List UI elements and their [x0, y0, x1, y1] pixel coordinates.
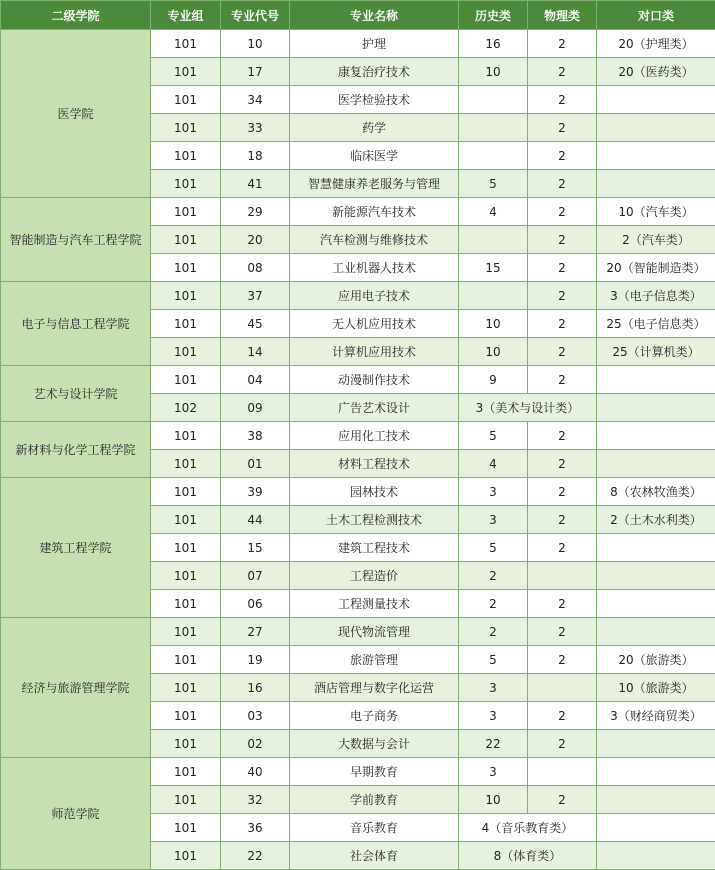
major-name-cell: 智慧健康养老服务与管理 — [290, 170, 459, 198]
major-name-cell: 工业机器人技术 — [290, 254, 459, 282]
major-group-cell: 101 — [151, 114, 221, 142]
duikou-cell: 10（旅游类） — [597, 674, 715, 702]
major-group-cell: 101 — [151, 142, 221, 170]
major-name-cell: 广告艺术设计 — [290, 394, 459, 422]
physics-cell — [528, 758, 597, 786]
physics-cell: 2 — [528, 142, 597, 170]
major-group-cell: 101 — [151, 702, 221, 730]
history-cell: 5 — [459, 422, 528, 450]
physics-cell: 2 — [528, 730, 597, 758]
physics-cell: 2 — [528, 478, 597, 506]
major-name-cell: 临床医学 — [290, 142, 459, 170]
major-code-cell: 19 — [221, 646, 290, 674]
college-name: 艺术与设计学院 — [1, 366, 151, 422]
history-cell: 10 — [459, 58, 528, 86]
duikou-cell — [597, 758, 715, 786]
major-code-cell: 18 — [221, 142, 290, 170]
major-name-cell: 工程造价 — [290, 562, 459, 590]
major-group-cell: 101 — [151, 674, 221, 702]
duikou-cell: 20（智能制造类） — [597, 254, 715, 282]
table-row — [1, 758, 715, 786]
history-cell: 10 — [459, 310, 528, 338]
history-cell: 3 — [459, 674, 528, 702]
major-code-cell: 04 — [221, 366, 290, 394]
major-code-cell: 07 — [221, 562, 290, 590]
physics-cell: 2 — [528, 366, 597, 394]
table-row — [1, 366, 715, 394]
major-group-cell: 101 — [151, 170, 221, 198]
duikou-cell — [597, 562, 715, 590]
history-cell: 5 — [459, 646, 528, 674]
physics-cell — [528, 562, 597, 590]
table-row — [1, 198, 715, 226]
duikou-cell — [597, 86, 715, 114]
major-name-cell: 现代物流管理 — [290, 618, 459, 646]
history-cell: 3 — [459, 478, 528, 506]
physics-cell: 2 — [528, 30, 597, 58]
college-name: 智能制造与汽车工程学院 — [1, 198, 151, 282]
history-physics-merged-cell: 8（体育类） — [459, 842, 597, 870]
major-code-cell: 41 — [221, 170, 290, 198]
history-cell — [459, 282, 528, 310]
major-code-cell: 36 — [221, 814, 290, 842]
physics-cell: 2 — [528, 58, 597, 86]
major-name-cell: 药学 — [290, 114, 459, 142]
major-name-cell: 医学检验技术 — [290, 86, 459, 114]
duikou-cell — [597, 422, 715, 450]
header-college: 二级学院 — [1, 1, 151, 30]
major-code-cell: 38 — [221, 422, 290, 450]
history-physics-merged-cell: 3（美术与设计类） — [459, 394, 597, 422]
physics-cell: 2 — [528, 114, 597, 142]
major-group-cell: 101 — [151, 814, 221, 842]
duikou-cell — [597, 394, 715, 422]
major-group-cell: 101 — [151, 842, 221, 870]
duikou-cell — [597, 842, 715, 870]
physics-cell: 2 — [528, 226, 597, 254]
major-group-cell: 101 — [151, 590, 221, 618]
major-group-cell: 101 — [151, 562, 221, 590]
major-group-cell: 101 — [151, 310, 221, 338]
history-physics-merged-cell: 4（音乐教育类） — [459, 814, 597, 842]
major-code-cell: 17 — [221, 58, 290, 86]
major-group-cell: 101 — [151, 366, 221, 394]
college-name: 经济与旅游管理学院 — [1, 618, 151, 758]
physics-cell: 2 — [528, 338, 597, 366]
header-major-name: 专业名称 — [290, 1, 459, 30]
major-group-cell: 101 — [151, 30, 221, 58]
major-group-cell: 101 — [151, 422, 221, 450]
table-row — [1, 478, 715, 506]
major-code-cell: 15 — [221, 534, 290, 562]
duikou-cell — [597, 730, 715, 758]
history-cell: 5 — [459, 170, 528, 198]
header-history: 历史类 — [459, 1, 528, 30]
major-code-cell: 06 — [221, 590, 290, 618]
physics-cell: 2 — [528, 534, 597, 562]
major-name-cell: 电子商务 — [290, 702, 459, 730]
major-group-cell: 101 — [151, 58, 221, 86]
major-code-cell: 37 — [221, 282, 290, 310]
duikou-cell — [597, 170, 715, 198]
physics-cell: 2 — [528, 618, 597, 646]
major-group-cell: 101 — [151, 86, 221, 114]
major-code-cell: 03 — [221, 702, 290, 730]
college-name: 新材料与化学工程学院 — [1, 422, 151, 478]
physics-cell: 2 — [528, 702, 597, 730]
duikou-cell: 3（财经商贸类） — [597, 702, 715, 730]
history-cell: 22 — [459, 730, 528, 758]
major-name-cell: 学前教育 — [290, 786, 459, 814]
duikou-cell — [597, 366, 715, 394]
major-code-cell: 34 — [221, 86, 290, 114]
physics-cell: 2 — [528, 310, 597, 338]
duikou-cell: 10（汽车类） — [597, 198, 715, 226]
duikou-cell — [597, 534, 715, 562]
major-code-cell: 22 — [221, 842, 290, 870]
major-group-cell: 101 — [151, 506, 221, 534]
major-group-cell: 101 — [151, 282, 221, 310]
duikou-cell — [597, 814, 715, 842]
duikou-cell — [597, 590, 715, 618]
major-name-cell: 社会体育 — [290, 842, 459, 870]
major-group-cell: 102 — [151, 394, 221, 422]
table-row — [1, 282, 715, 310]
major-group-cell: 101 — [151, 198, 221, 226]
history-cell: 4 — [459, 450, 528, 478]
major-name-cell: 酒店管理与数字化运营 — [290, 674, 459, 702]
history-cell — [459, 86, 528, 114]
major-code-cell: 10 — [221, 30, 290, 58]
history-cell — [459, 142, 528, 170]
physics-cell: 2 — [528, 786, 597, 814]
table-row — [1, 422, 715, 450]
physics-cell: 2 — [528, 198, 597, 226]
major-name-cell: 工程测量技术 — [290, 590, 459, 618]
header-duikou: 对口类 — [597, 1, 715, 30]
major-code-cell: 09 — [221, 394, 290, 422]
history-cell: 2 — [459, 590, 528, 618]
major-code-cell: 16 — [221, 674, 290, 702]
header-major-group: 专业组 — [151, 1, 221, 30]
major-name-cell: 建筑工程技术 — [290, 534, 459, 562]
history-cell — [459, 114, 528, 142]
major-code-cell: 32 — [221, 786, 290, 814]
major-name-cell: 应用电子技术 — [290, 282, 459, 310]
major-group-cell: 101 — [151, 618, 221, 646]
history-cell: 3 — [459, 758, 528, 786]
duikou-cell: 3（电子信息类） — [597, 282, 715, 310]
major-code-cell: 39 — [221, 478, 290, 506]
college-name: 电子与信息工程学院 — [1, 282, 151, 366]
history-cell: 10 — [459, 786, 528, 814]
major-name-cell: 旅游管理 — [290, 646, 459, 674]
duikou-cell: 25（计算机类） — [597, 338, 715, 366]
major-code-cell: 44 — [221, 506, 290, 534]
duikou-cell — [597, 142, 715, 170]
physics-cell: 2 — [528, 86, 597, 114]
history-cell: 5 — [459, 534, 528, 562]
major-name-cell: 应用化工技术 — [290, 422, 459, 450]
duikou-cell — [597, 786, 715, 814]
history-cell: 2 — [459, 562, 528, 590]
major-code-cell: 01 — [221, 450, 290, 478]
major-group-cell: 101 — [151, 338, 221, 366]
history-cell: 9 — [459, 366, 528, 394]
college-name: 建筑工程学院 — [1, 478, 151, 618]
history-cell: 16 — [459, 30, 528, 58]
duikou-cell: 2（土木水利类） — [597, 506, 715, 534]
college-name: 医学院 — [1, 30, 151, 198]
major-group-cell: 101 — [151, 646, 221, 674]
major-name-cell: 大数据与会计 — [290, 730, 459, 758]
physics-cell: 2 — [528, 282, 597, 310]
history-cell: 3 — [459, 506, 528, 534]
header-row — [1, 1, 715, 30]
history-cell: 10 — [459, 338, 528, 366]
major-group-cell: 101 — [151, 478, 221, 506]
duikou-cell — [597, 450, 715, 478]
history-cell: 2 — [459, 618, 528, 646]
physics-cell: 2 — [528, 590, 597, 618]
physics-cell: 2 — [528, 422, 597, 450]
major-name-cell: 早期教育 — [290, 758, 459, 786]
major-group-cell: 101 — [151, 758, 221, 786]
duikou-cell: 20（医药类） — [597, 58, 715, 86]
major-code-cell: 45 — [221, 310, 290, 338]
major-name-cell: 康复治疗技术 — [290, 58, 459, 86]
major-name-cell: 新能源汽车技术 — [290, 198, 459, 226]
college-name: 师范学院 — [1, 758, 151, 870]
major-code-cell: 40 — [221, 758, 290, 786]
major-group-cell: 101 — [151, 534, 221, 562]
duikou-cell — [597, 618, 715, 646]
major-name-cell: 动漫制作技术 — [290, 366, 459, 394]
duikou-cell: 2（汽车类） — [597, 226, 715, 254]
major-name-cell: 土木工程检测技术 — [290, 506, 459, 534]
major-code-cell: 02 — [221, 730, 290, 758]
history-cell: 4 — [459, 198, 528, 226]
major-code-cell: 08 — [221, 254, 290, 282]
header-major-code: 专业代号 — [221, 1, 290, 30]
header-physics: 物理类 — [528, 1, 597, 30]
physics-cell — [528, 674, 597, 702]
major-name-cell: 汽车检测与维修技术 — [290, 226, 459, 254]
physics-cell: 2 — [528, 646, 597, 674]
major-group-cell: 101 — [151, 730, 221, 758]
major-name-cell: 园林技术 — [290, 478, 459, 506]
major-group-cell: 101 — [151, 254, 221, 282]
major-group-cell: 101 — [151, 786, 221, 814]
duikou-cell: 20（护理类） — [597, 30, 715, 58]
major-name-cell: 无人机应用技术 — [290, 310, 459, 338]
major-group-cell: 101 — [151, 450, 221, 478]
major-name-cell: 材料工程技术 — [290, 450, 459, 478]
major-code-cell: 27 — [221, 618, 290, 646]
history-cell: 15 — [459, 254, 528, 282]
major-code-cell: 33 — [221, 114, 290, 142]
table-row — [1, 618, 715, 646]
major-name-cell: 音乐教育 — [290, 814, 459, 842]
physics-cell: 2 — [528, 170, 597, 198]
history-cell — [459, 226, 528, 254]
duikou-cell: 20（旅游类） — [597, 646, 715, 674]
major-code-cell: 14 — [221, 338, 290, 366]
physics-cell: 2 — [528, 254, 597, 282]
table-row — [1, 30, 715, 58]
history-cell: 3 — [459, 702, 528, 730]
major-name-cell: 计算机应用技术 — [290, 338, 459, 366]
duikou-cell — [597, 114, 715, 142]
duikou-cell: 8（农林牧渔类） — [597, 478, 715, 506]
major-code-cell: 20 — [221, 226, 290, 254]
duikou-cell: 25（电子信息类） — [597, 310, 715, 338]
physics-cell: 2 — [528, 450, 597, 478]
major-code-cell: 29 — [221, 198, 290, 226]
major-name-cell: 护理 — [290, 30, 459, 58]
physics-cell: 2 — [528, 506, 597, 534]
major-group-cell: 101 — [151, 226, 221, 254]
